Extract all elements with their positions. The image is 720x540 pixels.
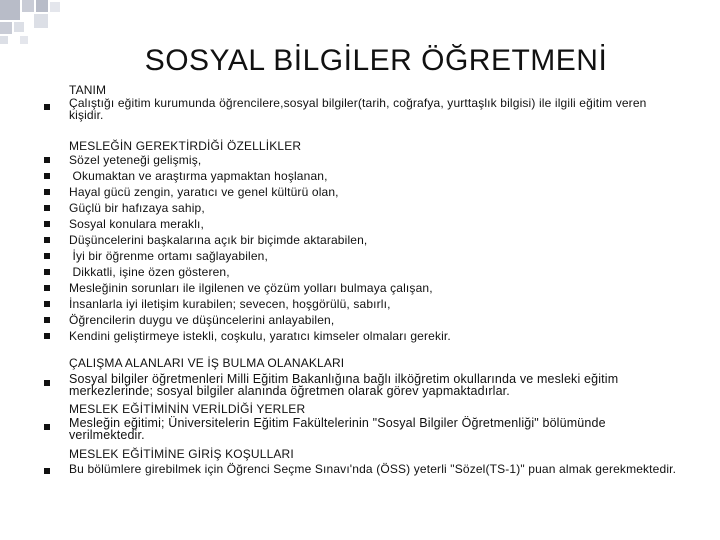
bullet-icon: [44, 317, 50, 323]
deco-square: [22, 0, 34, 12]
bullet-icon: [44, 301, 50, 307]
deco-square: [0, 22, 12, 34]
bullet-icon: [44, 189, 50, 195]
bullet-icon: [44, 269, 50, 275]
bullet-icon: [44, 333, 50, 339]
list-item: Mesleğinin sorunları ile ilgilenen ve çözüm yolları bulmaya çalışan,: [69, 281, 433, 295]
list-item: Okumaktan ve araştırma yapmaktan hoşlanan,: [69, 169, 328, 183]
section-heading-tanim: TANIM: [69, 83, 107, 97]
deco-square: [20, 36, 28, 44]
bullet-icon: [44, 285, 50, 291]
bullet-icon: [44, 380, 50, 386]
deco-square: [36, 0, 48, 12]
giris-text: Bu bölümlere girebilmek için Öğrenci Seçme Sınavı'nda (ÖSS) yeterli "Sözel(TS-1)" puan almak gerekmektedir.: [69, 462, 677, 476]
list-item: Sözel yeteneği gelişmiş,: [69, 153, 202, 167]
deco-square: [0, 36, 8, 44]
egitim-text: Mesleğin eğitimi; Üniversitelerin Eğitim Fakültelerinin "Sosyal Bilgiler Öğretmenliği" bölümünde verilmektedir.: [69, 416, 606, 442]
bullet-icon: [44, 253, 50, 259]
list-item: Güçlü bir hafızaya sahip,: [69, 201, 205, 215]
bullet-icon: [44, 173, 50, 179]
deco-square: [14, 22, 24, 32]
section-heading-giris: MESLEK EĞİTİMİNE GİRİŞ KOŞULLARI: [69, 447, 294, 461]
bullet-icon: [44, 104, 50, 110]
page-title: SOSYAL BİLGİLER ÖĞRETMENİ: [144, 44, 608, 77]
deco-square: [50, 2, 60, 12]
list-item: Dikkatli, işine özen gösteren,: [69, 265, 230, 279]
list-item: İyi bir öğrenme ortamı sağlayabilen,: [69, 249, 268, 263]
section-heading-calisma: ÇALIŞMA ALANLARI VE İŞ BULMA OLANAKLARI: [69, 356, 345, 370]
deco-square: [0, 0, 20, 20]
bullet-icon: [44, 221, 50, 227]
list-item: İnsanlarla iyi iletişim kurabilen; sevecen, hoşgörülü, sabırlı,: [69, 297, 391, 311]
tanim-text: Çalıştığı eğitim kurumunda öğrencilere,sosyal bilgiler(tarih, coğrafya, yurttaşlık bilgisi) ile ilgili eğitim veren kişidir.: [69, 96, 647, 122]
section-heading-egitim: MESLEK EĞİTİMİNİN VERİLDİĞİ YERLER: [69, 402, 306, 416]
section-heading-ozellikler: MESLEĞİN GEREKTİRDİĞİ ÖZELLİKLER: [69, 139, 302, 153]
list-item: Düşüncelerini başkalarına açık bir biçimde aktarabilen,: [69, 233, 368, 247]
bullet-icon: [44, 424, 50, 430]
bullet-icon: [44, 157, 50, 163]
list-item: Kendini geliştirmeye istekli, coşkulu, yaratıcı kimseler olmaları gerekir.: [69, 329, 451, 343]
list-item: Hayal gücü zengin, yaratıcı ve genel kültürü olan,: [69, 185, 339, 199]
calisma-text: Sosyal bilgiler öğretmenleri Milli Eğitim Bakanlığına bağlı ilköğretim okullarında ve mesleki eğitim merkezlerinde; sosyal bilgiler alanında öğretmen olarak görev yapmaktadırlar.: [69, 372, 619, 398]
bullet-icon: [44, 468, 50, 474]
list-item: Sosyal konulara meraklı,: [69, 217, 204, 231]
deco-square: [34, 14, 48, 28]
bullet-icon: [44, 237, 50, 243]
list-item: Öğrencilerin duygu ve düşüncelerini anlayabilen,: [69, 313, 335, 327]
bullet-icon: [44, 205, 50, 211]
